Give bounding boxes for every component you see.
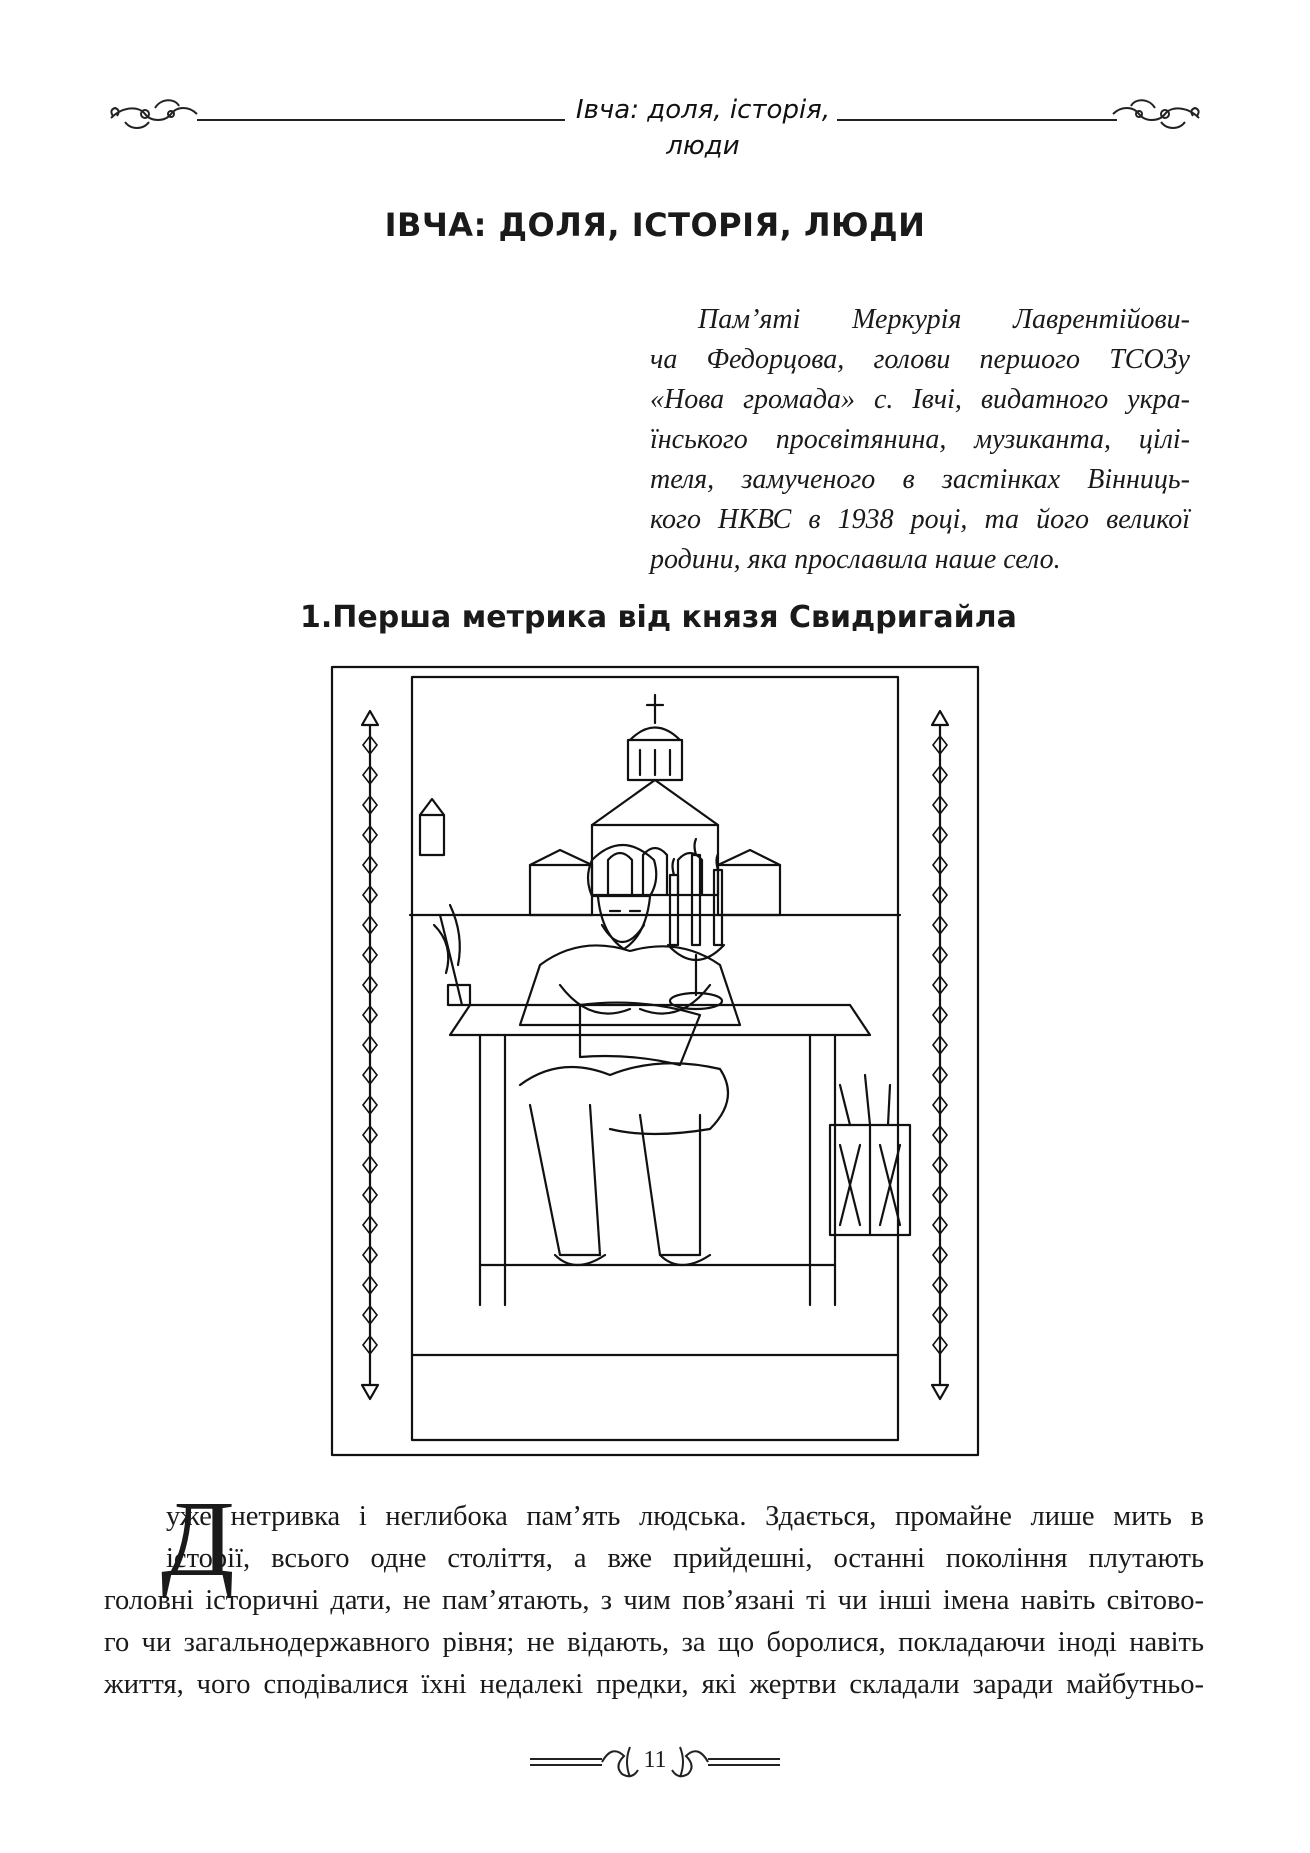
dedication-line: кого НКВС в 1938 році, та його великої [650,504,1190,535]
body-line: головні історичні дати, не пам’ятають, з чим пов’язані ті чи інші імена навіть світово- [104,1585,1204,1616]
writing-desk [450,1003,870,1305]
dedication-line: родини, яка прославила наше село. [650,544,1061,575]
flourish-ornament-right [1110,92,1205,137]
dedication [650,300,1190,580]
header-rule-right [837,119,1117,121]
scribe-figure [520,845,740,1025]
dedication-line: ча Федорцова, голови першого ТСОЗу [650,344,1190,375]
section-title: 1.Перша метрика від князя Свидригайла [300,600,1017,635]
header-rule-left [197,119,565,121]
scribe-legs [520,1063,728,1265]
body-line: уже нетривка і неглибока пам’ять людська. Здається, промайне лише мить в [166,1501,1204,1532]
running-header [105,92,1205,161]
dedication-line: їнського просвітянина, музиканта, цілі- [650,424,1190,455]
body-line: го чи загальнодержавного рівня; не відають, за що боролися, покладаючи іноді навіть [104,1627,1204,1658]
flourish-ornament-left [105,92,200,137]
chapter-title: ІВЧА: ДОЛЯ, ІСТОРІЯ, ЛЮДИ [384,206,926,244]
drop-cap: Д [161,1480,235,1599]
dedication-line: теля, замученого в застінках Вінниць- [650,464,1190,495]
body-line: історії, всього одне століття, а вже прийдешні, останні покоління плутають [166,1543,1204,1574]
body-line: життя, чого сподівалися їхні недалекі предки, які жертви складали заради майбутньо- [104,1669,1204,1700]
body-text [104,1480,1204,1706]
candelabrum [668,839,724,1009]
dedication-line: «Нова громада» с. Івчі, видатного укра- [650,384,1190,415]
page-number: 11 [643,1747,667,1773]
running-header-title: Івча: доля, історія, люди [575,95,831,161]
dedication-line: Пам’яті Меркурія Лаврентійови- [698,304,1190,335]
scribe-drawing [330,665,980,1457]
scribe-illustration [330,665,980,1457]
page-number-ornament [530,1737,780,1787]
quill-inkwell [434,905,470,1005]
